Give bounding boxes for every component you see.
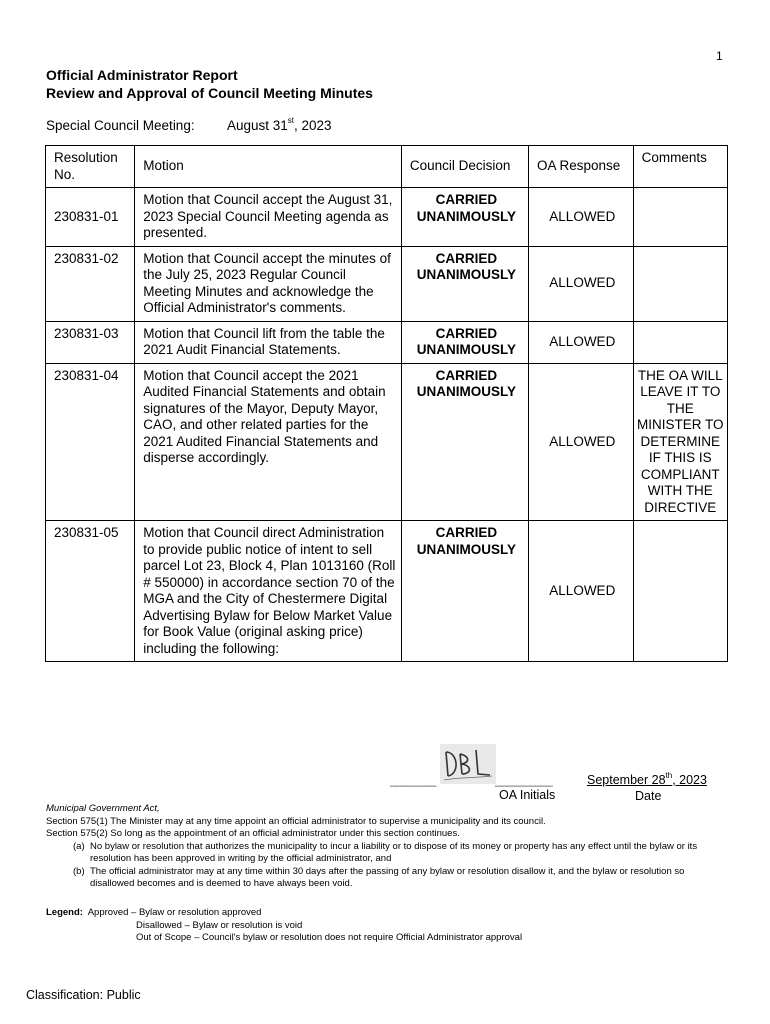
- title-line-2: Review and Approval of Council Meeting Minutes: [46, 85, 373, 101]
- resolution-number: 230831-05: [46, 521, 135, 662]
- oa-response: ALLOWED: [529, 246, 634, 321]
- signature-line-left: ________: [390, 773, 436, 787]
- council-decision: CARRIED UNANIMOUSLY: [401, 246, 528, 321]
- table-header-row: [46, 146, 728, 188]
- table-row: [46, 188, 728, 247]
- page-number: 1: [716, 49, 723, 63]
- title-line-1: Official Administrator Report: [46, 67, 238, 83]
- header-resolution: Resolution No.: [46, 146, 135, 188]
- legend-approved: Approved – Bylaw or resolution approved: [87, 907, 262, 918]
- mga-item-a-text: No bylaw or resolution that authorizes the municipality to incur a liability or to dispose of its money or property has any effect until the bylaw or its resolution has been approved in writing by the official administrator, and: [90, 840, 698, 864]
- signature-block: [390, 740, 730, 810]
- table-row: [46, 246, 728, 321]
- motion-text: Motion that Council accept the August 31, 2023 Special Council Meeting agenda as presented.: [135, 188, 402, 247]
- legend: [46, 907, 522, 945]
- meeting-date-suffix: , 2023: [294, 118, 332, 133]
- motion-text: Motion that Council lift from the table the 2021 Audit Financial Statements.: [135, 321, 402, 363]
- legend-out-of-scope: Out of Scope – Council's bylaw or resolution does not require Official Administrator approval: [136, 932, 523, 943]
- legend-approved-line: [46, 907, 522, 920]
- legend-disallowed: Disallowed – Bylaw or resolution is void: [136, 919, 303, 931]
- signature-date: [587, 773, 707, 787]
- motion-text: Motion that Council accept the 2021 Audited Financial Statements and obtain signatures of the Mayor, Deputy Mayor, CAO, and other related parties for the 2021 Audited Financial Statements and disperse accordingly.: [135, 363, 402, 521]
- date-label: Date: [635, 789, 662, 803]
- meeting-date-sup: st: [287, 116, 295, 125]
- mga-excerpt: [46, 803, 726, 891]
- signature-date-prefix: September 28: [587, 773, 666, 787]
- signature-line-right: __________: [495, 773, 552, 787]
- oa-response: ALLOWED: [529, 363, 634, 521]
- meeting-label: Special Council Meeting:: [46, 118, 195, 133]
- legend-label: Legend:: [46, 907, 83, 918]
- resolution-number: 230831-04: [46, 363, 135, 521]
- header-decision: Council Decision: [401, 146, 528, 188]
- mga-section-1: Section 575(1) The Minister may at any time appoint an official administrator to supervise a municipality and its council.: [46, 815, 546, 827]
- resolution-number: 230831-03: [46, 321, 135, 363]
- table-row: [46, 321, 728, 363]
- header-comments: Comments: [633, 146, 727, 188]
- minutes-table: [45, 145, 728, 662]
- resolution-number: 230831-02: [46, 246, 135, 321]
- handwritten-signature: [440, 744, 496, 784]
- mga-item-b-label: (b): [73, 865, 85, 877]
- mga-item-b: [46, 866, 726, 891]
- meeting-date-prefix: August 31: [227, 118, 288, 133]
- table-row: [46, 521, 728, 662]
- comment: [633, 521, 727, 662]
- classification-label: Classification: Public: [26, 988, 141, 1002]
- council-decision: CARRIED UNANIMOUSLY: [401, 188, 528, 247]
- council-decision: CARRIED UNANIMOUSLY: [401, 321, 528, 363]
- oa-response: ALLOWED: [529, 188, 634, 247]
- mga-heading: Municipal Government Act,: [46, 803, 160, 814]
- council-decision: CARRIED UNANIMOUSLY: [401, 363, 528, 521]
- oa-initials-label: OA Initials: [499, 788, 556, 802]
- report-title: [46, 66, 373, 102]
- signature-date-sup: th: [665, 771, 673, 780]
- mga-item-a: [46, 841, 726, 866]
- mga-item-b-text: The official administrator may at any time within 30 days after the passing of any bylaw or resolution disallow it, and the bylaw or resolution so disallowed becomes and is deemed to have always been void.: [90, 865, 685, 889]
- meeting-date: [227, 118, 332, 133]
- header-motion: Motion: [135, 146, 402, 188]
- mga-section-2: Section 575(2) So long as the appointment of an official administrator under this section continues.: [46, 828, 460, 839]
- oa-response: ALLOWED: [529, 321, 634, 363]
- resolution-number: 230831-01: [46, 188, 135, 247]
- motion-text: Motion that Council accept the minutes of the July 25, 2023 Regular Council Meeting Minutes and acknowledge the Official Administrator's comments.: [135, 246, 402, 321]
- comment: [633, 188, 727, 247]
- oa-response: ALLOWED: [529, 521, 634, 662]
- header-oa-response: OA Response: [529, 146, 634, 188]
- signature-date-suffix: , 2023: [672, 773, 707, 787]
- council-decision: CARRIED UNANIMOUSLY: [401, 521, 528, 662]
- mga-item-a-label: (a): [73, 840, 85, 852]
- comment: THE OA WILL LEAVE IT TO THE MINISTER TO DETERMINE IF THIS IS COMPLIANT WITH THE DIRECTIVE: [633, 363, 727, 521]
- motion-text: Motion that Council direct Administration to provide public notice of intent to sell parcel Lot 23, Block 4, Plan 1013160 (Roll # 550000) in accordance section 70 of the MGA and the City of Chestermere Digital Advertising Bylaw for Below Market Value for Book Value (original asking price) including the following:: [135, 521, 402, 662]
- table-row: [46, 363, 728, 521]
- comment: [633, 246, 727, 321]
- comment: [633, 321, 727, 363]
- meeting-info: [46, 116, 332, 133]
